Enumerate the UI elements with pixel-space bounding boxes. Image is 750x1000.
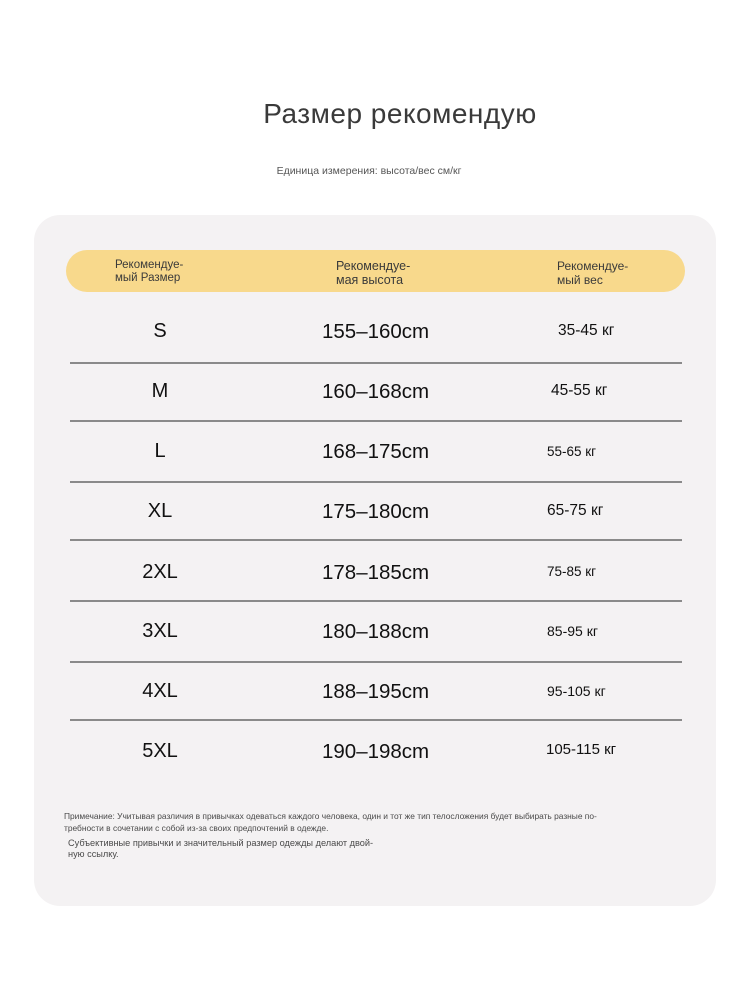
size-cell: L [154, 440, 166, 462]
height-cell: 168–175cm [322, 440, 430, 463]
row-divider [70, 719, 682, 721]
note-line-3: Субъективные привычки и значительный размер одежды делают двой- [68, 838, 374, 848]
height-cell: 190–198cm [322, 740, 430, 763]
size-cell: 2XL [142, 561, 178, 583]
size-cell: M [151, 380, 169, 402]
header-size-line2: мый Размер [115, 272, 181, 284]
row-divider [70, 600, 682, 602]
size-cell: S [153, 320, 167, 342]
header-weight-line1: Рекомендуе- [557, 259, 629, 273]
height-cell: 175–180cm [322, 500, 430, 523]
weight-cell: 95-105 кг [547, 683, 606, 699]
header-height-line1: Рекомендуе- [336, 259, 411, 273]
size-cell: 4XL [142, 680, 178, 702]
weight-cell: 75-85 кг [547, 564, 597, 579]
header-size [115, 259, 183, 285]
weight-cell: 55-65 кг [547, 444, 597, 459]
row-divider [70, 481, 682, 483]
height-cell: 155–160cm [322, 320, 430, 343]
row-divider [70, 539, 682, 541]
weight-cell: 65-75 кг [547, 502, 604, 519]
header-size-line1: Рекомендуе- [115, 259, 184, 271]
header-height-line2: мая высота [336, 273, 404, 287]
header-weight [557, 259, 628, 287]
size-cell: 3XL [142, 620, 178, 642]
row-divider [70, 420, 682, 422]
weight-cell: 35-45 кг [558, 322, 615, 339]
size-cell: XL [147, 500, 173, 522]
height-cell: 180–188cm [322, 620, 430, 643]
note-line-2: требности в сочетании с собой из-за своих предпочтений в одежде. [64, 823, 329, 833]
page-title: Размер рекомендую [263, 98, 537, 129]
header-weight-line2: мый вес [557, 273, 603, 287]
header-height [336, 259, 410, 287]
page-subtitle: Единица измерения: высота/вес см/кг [276, 165, 462, 177]
weight-cell: 105-115 кг [546, 741, 617, 758]
size-cell: 5XL [142, 740, 178, 762]
weight-cell: 45-55 кг [551, 382, 608, 399]
weight-cell: 85-95 кг [547, 623, 598, 639]
height-cell: 178–185cm [322, 561, 430, 584]
note-line-4: ную ссылку. [68, 849, 119, 859]
note-line-1: Примечание: Учитывая различия в привычках одеваться каждого человека, один и тот же тип телосложения будет выбирать разные по- [64, 811, 597, 821]
height-cell: 160–168cm [322, 380, 430, 403]
height-cell: 188–195cm [322, 680, 430, 703]
row-divider [70, 362, 682, 364]
row-divider [70, 661, 682, 663]
